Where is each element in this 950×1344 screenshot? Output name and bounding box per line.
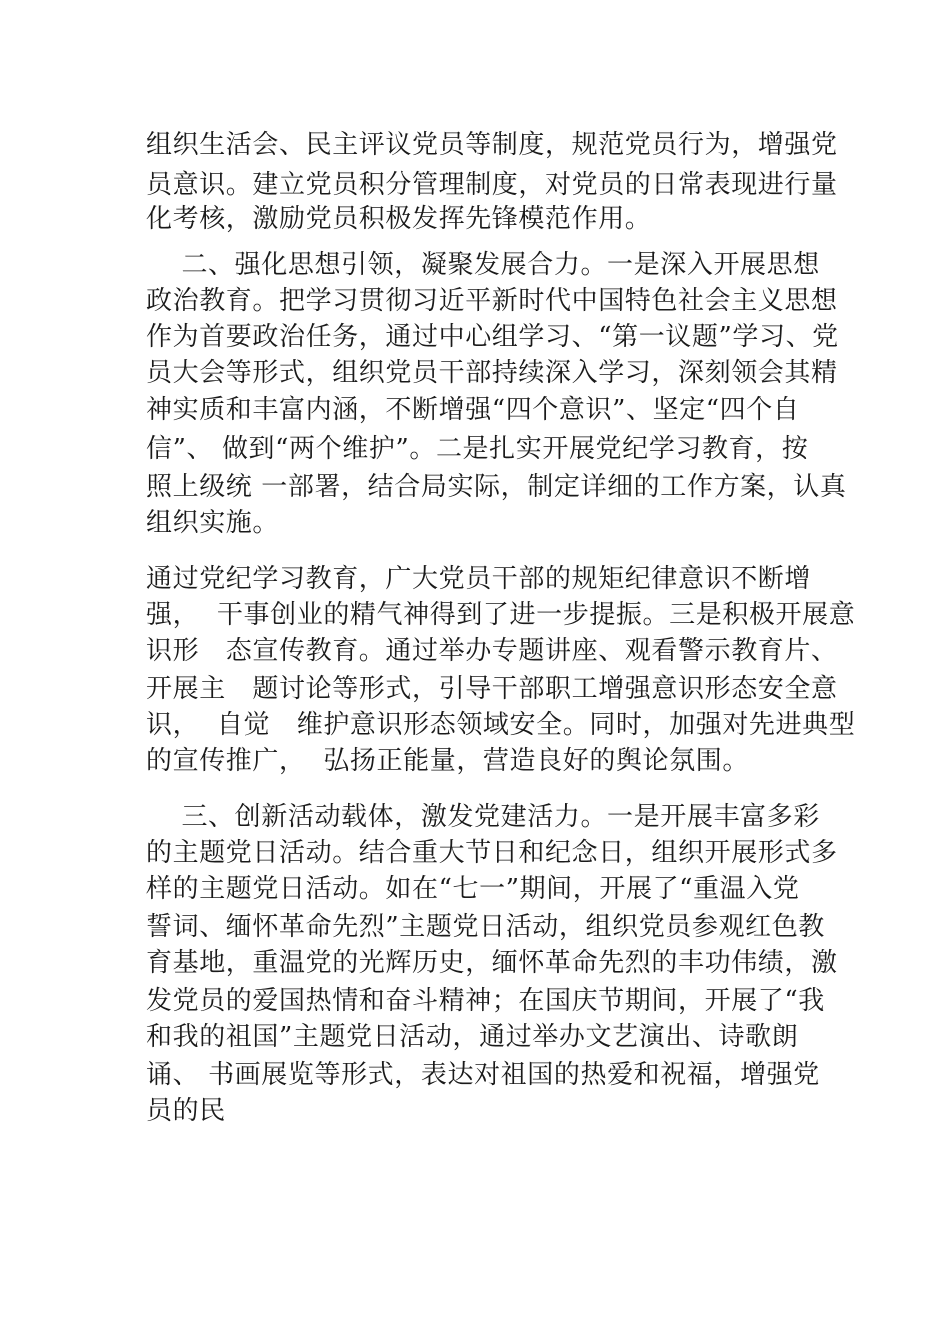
text-line: 组织实施。 bbox=[146, 508, 280, 538]
text-line: 二、强化思想引领，凝聚发展合力。一是深入开展思想 bbox=[146, 250, 820, 280]
text-line: 通过党纪学习教育，广大党员干部的规矩纪律意识不断增 bbox=[146, 564, 812, 594]
text-line: 样的主题党日活动。如在“七一”期间，开展了“重温入党 bbox=[146, 874, 800, 904]
text-line: 作为首要政治任务，通过中心组学习、“第一议题”学习、党 bbox=[146, 322, 839, 352]
text-line: 开展主 题讨论等形式，引导干部职工增强意识形态安全意 bbox=[146, 674, 838, 704]
text-line: 信”、 做到“两个维护”。二是扎实开展党纪学习教育，按 bbox=[146, 434, 809, 464]
text-line: 政治教育。把学习贯彻习近平新时代中国特色社会主义思想 bbox=[146, 286, 838, 316]
text-line: 识形 态宣传教育。通过举办专题讲座、观看警示教育片、 bbox=[146, 636, 838, 666]
text-line: 神实质和丰富内涵，不断增强“四个意识”、坚定“四个自 bbox=[146, 395, 800, 425]
text-line: 发党员的爱国热情和奋斗精神；在国庆节期间，开展了“我 bbox=[146, 986, 825, 1016]
text-line: 照上级统 一部署，结合局实际，制定详细的工作方案，认真 bbox=[146, 472, 847, 502]
text-line: 和我的祖国”主题党日活动，通过举办文艺演出、诗歌朗 bbox=[146, 1022, 799, 1052]
text-line: 育基地，重温党的光辉历史，缅怀革命先烈的丰功伟绩，激 bbox=[146, 948, 838, 978]
text-line: 的宣传推广， 弘扬正能量，营造良好的舆论氛围。 bbox=[146, 746, 749, 776]
text-line: 强， 干事创业的精气神得到了进一步提振。三是积极开展意 bbox=[146, 600, 856, 630]
text-line: 识， 自觉 维护意识形态领域安全。同时，加强对先进典型 bbox=[146, 710, 856, 740]
text-line: 诵、 书画展览等形式，表达对祖国的热爱和祝福，增强党 bbox=[146, 1060, 820, 1090]
text-line: 组织生活会、民主评议党员等制度，规范党员行为，增强党 bbox=[146, 130, 838, 160]
text-line: 三、创新活动载体，激发党建活力。一是开展丰富多彩 bbox=[146, 802, 820, 832]
text-line: 的主题党日活动。结合重大节日和纪念日，组织开展形式多 bbox=[146, 838, 838, 868]
text-line: 员大会等形式，组织党员干部持续深入学习，深刻领会其精 bbox=[146, 358, 838, 388]
text-line: 员的民 bbox=[146, 1096, 226, 1126]
text-line: 誓词、缅怀革命先烈”主题党日活动，组织党员参观红色教 bbox=[146, 912, 825, 942]
text-line: 员意识。建立党员积分管理制度，对党员的日常表现进行量 bbox=[146, 170, 838, 200]
text-line: 化考核，激励党员积极发挥先锋模范作用。 bbox=[146, 204, 652, 234]
